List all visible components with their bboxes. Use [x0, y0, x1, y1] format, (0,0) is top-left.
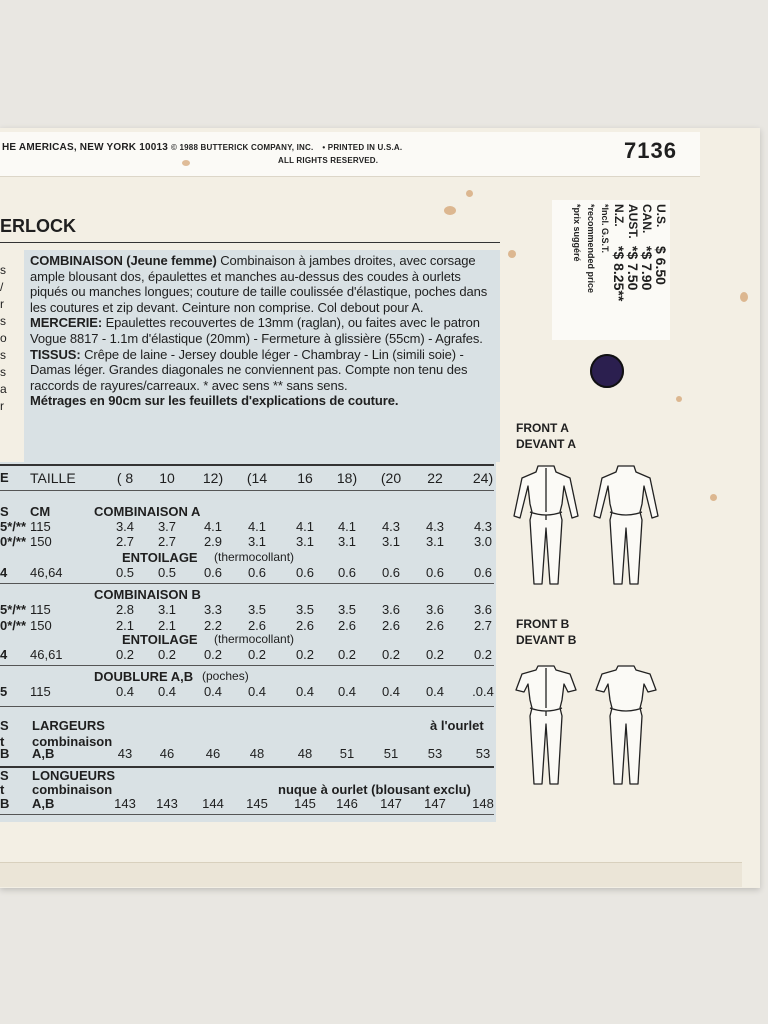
jumpsuit-b-back-icon: [588, 660, 664, 788]
size-header: 10: [159, 470, 175, 486]
table-cell: 3.6: [425, 602, 445, 617]
table-cell: 0.5: [115, 565, 135, 580]
table-cell: .0.4: [472, 684, 494, 699]
width-label: A,B: [32, 796, 55, 811]
size-header: (14: [246, 470, 268, 486]
table-cell: 2.7: [157, 534, 177, 549]
combinaison-b-label: COMBINAISON B: [94, 587, 201, 602]
size-header: 16: [297, 470, 313, 486]
stub: 5: [0, 684, 8, 699]
table-cell: 3.1: [157, 602, 177, 617]
table-cell: 53: [475, 746, 491, 761]
table-cell: 51: [383, 746, 399, 761]
table-cell: 0.5: [157, 565, 177, 580]
tissus-text: Crêpe de laine - Jersey double léger - Chambray - Lin (simili soie) - Damas léger. Grandes diagonales ne conviennent pas. Compte non tenu des raccords de rayures/carreaux. * avec sens ** sans sens.: [30, 346, 468, 393]
size-header: 18): [336, 470, 358, 486]
table-cell: 148: [472, 796, 494, 811]
price-labels-row: [654, 204, 668, 293]
table-cell: 3.0: [473, 534, 493, 549]
price-label-nz: N.Z.: [612, 204, 626, 227]
description-text: [30, 253, 498, 409]
table-cell: 2.7: [473, 618, 493, 633]
table-cell: 2.1: [115, 618, 135, 633]
width-label: 150: [30, 534, 52, 549]
table-cell: 3.5: [247, 602, 267, 617]
front-a-label: [516, 420, 576, 452]
table-cell: 147: [424, 796, 446, 811]
size-table: [0, 462, 496, 822]
price-label-us: U.S.: [654, 204, 668, 228]
table-cell: 43: [117, 746, 133, 761]
table-rule: [0, 464, 494, 466]
table-cell: 51: [339, 746, 355, 761]
stain: [740, 292, 748, 302]
table-cell: 4.3: [381, 519, 401, 534]
front-b-text: FRONT B: [516, 617, 570, 631]
price-value-aust: *$ 7.50: [625, 246, 641, 291]
table-cell: 146: [336, 796, 358, 811]
table-rule: [0, 583, 494, 584]
width-label: 115: [30, 684, 51, 699]
table-cell: 0.2: [115, 647, 135, 662]
jumpsuit-a-front-icon: [508, 460, 584, 588]
table-cell: 4.1: [247, 519, 267, 534]
table-cell: 3.5: [337, 602, 357, 617]
largeurs-note: à l'ourlet: [430, 718, 484, 733]
table-cell: 2.9: [203, 534, 223, 549]
table-cell: 2.8: [115, 602, 135, 617]
left-fragment: o: [0, 331, 7, 345]
table-cell: 3.1: [295, 534, 315, 549]
size-header: 22: [427, 470, 443, 486]
left-edge-fragments: [0, 262, 7, 415]
table-cell: 2.7: [115, 534, 135, 549]
stub: S: [0, 718, 9, 733]
stub: 4: [0, 647, 8, 662]
stain: [466, 190, 473, 197]
largeurs-sub1: combinaison: [32, 734, 113, 749]
table-cell: 3.3: [203, 602, 223, 617]
color-dot-sticker: [590, 354, 624, 388]
left-fragment: s: [0, 263, 6, 277]
table-cell: 0.2: [425, 647, 445, 662]
pattern-number: 7136: [624, 138, 677, 163]
table-cell: 0.4: [337, 684, 357, 699]
price-value-us: $ 6.50: [653, 246, 669, 285]
size-header: 12): [202, 470, 224, 486]
section-title: ERLOCK: [0, 216, 76, 236]
doublure-label: DOUBLURE A,B: [94, 669, 194, 684]
entoilage-a-label: ENTOILAGE: [122, 550, 198, 565]
table-cell: 145: [294, 796, 316, 811]
left-fragment: s: [0, 365, 6, 379]
table-cell: 0.2: [157, 647, 177, 662]
width-label: 115: [30, 519, 51, 534]
table-cell: 0.4: [381, 684, 401, 699]
table-rule: [0, 490, 494, 491]
table-cell: 0.4: [295, 684, 315, 699]
stub: 5*/**: [0, 519, 27, 534]
combinaison-a-label: COMBINAISON A: [94, 504, 201, 519]
description-title: COMBINAISON (Jeune femme): [30, 253, 217, 268]
stub: S: [0, 768, 9, 783]
table-cell: 0.2: [203, 647, 223, 662]
table-cell: 4.1: [295, 519, 315, 534]
table-cell: 143: [156, 796, 178, 811]
mercerie-text: Epaulettes recouvertes de 13mm (raglan), ou faites avec le patron Vogue 8817 - 1.1m d'élastique (20mm) - Fermeture à glissière (55cm) - Agrafes.: [30, 315, 483, 346]
table-cell: 3.1: [425, 534, 445, 549]
table-cell: 3.1: [337, 534, 357, 549]
table-cell: 3.6: [473, 602, 493, 617]
table-cell: 147: [380, 796, 402, 811]
width-label: 150: [30, 618, 52, 633]
table-cell: 3.6: [381, 602, 401, 617]
metrages-note: Métrages en 90cm sur les feuillets d'explications de couture.: [30, 393, 399, 409]
table-cell: 145: [246, 796, 268, 811]
table-rule: [0, 665, 494, 666]
table-cell: 0.2: [337, 647, 357, 662]
table-cell: 3.1: [381, 534, 401, 549]
longueurs-sub1: combinaison: [32, 782, 113, 797]
left-fragment: r: [0, 399, 4, 413]
title-rule: [0, 242, 500, 243]
stain: [710, 494, 717, 501]
stain: [508, 250, 516, 258]
left-fragment: a: [0, 382, 7, 396]
stain: [182, 160, 190, 166]
header-strip: [0, 132, 700, 177]
size-header: 24): [472, 470, 494, 486]
price-row-aust: [626, 204, 640, 293]
table-cell: 0.6: [381, 565, 401, 580]
table-rule: [0, 706, 494, 707]
table-rule: [0, 814, 494, 815]
price-label-can: CAN.: [640, 204, 654, 234]
jumpsuit-a-back-icon: [588, 460, 664, 588]
largeurs-label: LARGEURS: [32, 718, 105, 733]
table-cell: 46: [205, 746, 221, 761]
stub: 5*/**: [0, 602, 27, 617]
header-printed: • PRINTED IN U.S.A.: [322, 143, 403, 152]
width-label: 115: [30, 602, 51, 617]
table-cell: 143: [114, 796, 136, 811]
width-label: A,B: [32, 746, 55, 761]
mercerie-label: MERCERIE:: [30, 315, 103, 331]
description-body: Combinaison à jambes droites, avec corsage ample blousant dos, épaulettes et manches au-dessus des coudes à ourlets piqués ou manches longues; couture de taille coulissée d'élastique, poches dans les coutures et zip devant. Ceinture non comprise. Col debout pour A.: [30, 253, 488, 315]
stub: 0*/**: [0, 618, 27, 633]
price-value-nz: *$ 8.25**: [611, 246, 627, 302]
header-copyright: © 1988 BUTTERICK COMPANY, INC.: [170, 143, 314, 152]
width-label: 46,64: [30, 565, 63, 580]
table-cell: 4.1: [337, 519, 357, 534]
table-cell: 0.4: [247, 684, 267, 699]
table-cell: 144: [202, 796, 224, 811]
table-cell: 3.5: [295, 602, 315, 617]
entoilage-b-sub: (thermocollant): [214, 632, 295, 646]
width-label: 46,61: [30, 647, 63, 662]
table-cell: 2.6: [337, 618, 357, 633]
header-address: HE AMERICAS, NEW YORK 10013: [2, 142, 168, 153]
entoilage-b-label: ENTOILAGE: [122, 632, 198, 647]
entoilage-a-sub: (thermocollant): [214, 550, 295, 564]
price-row-nz: [611, 204, 627, 302]
table-cell: 2.2: [203, 618, 223, 633]
table-cell: 0.6: [337, 565, 357, 580]
table-cell: 0.2: [247, 647, 267, 662]
front-b-label: [516, 616, 576, 648]
longueurs-label: LONGUEURS: [32, 768, 116, 783]
devant-b-text: DEVANT B: [516, 633, 577, 647]
tissus-label: TISSUS:: [30, 346, 81, 362]
taille-label: TAILLE: [30, 470, 76, 486]
table-cell: 0.2: [295, 647, 315, 662]
table-cell: 0.4: [115, 684, 135, 699]
price-note-suggere: *prix suggéré: [572, 204, 582, 262]
table-cell: 2.6: [247, 618, 267, 633]
header-line1: [2, 142, 402, 153]
table-cell: 3.1: [247, 534, 267, 549]
table-cell: 2.6: [295, 618, 315, 633]
doublure-sub: (poches): [202, 669, 249, 683]
table-cell: 0.6: [425, 565, 445, 580]
stub: t: [0, 782, 5, 797]
price-note-recommended: *recommended price: [586, 204, 596, 294]
table-cell: 0.6: [203, 565, 223, 580]
stub: S: [0, 504, 9, 519]
table-cell: 4.3: [425, 519, 445, 534]
devant-a-text: DEVANT A: [516, 437, 576, 451]
table-cell: 0.4: [157, 684, 177, 699]
table-cell: 53: [427, 746, 443, 761]
price-label-aust: AUST.: [626, 204, 640, 239]
stub: E: [0, 470, 9, 485]
price-value-can: *$ 7.90: [639, 246, 655, 291]
price-row-can: [640, 204, 654, 293]
table-cell: 0.4: [425, 684, 445, 699]
table-cell: 48: [297, 746, 313, 761]
table-cell: 48: [249, 746, 265, 761]
price-sticker: [552, 200, 670, 340]
left-fragment: r: [0, 297, 4, 311]
price-text: [570, 204, 669, 302]
table-cell: 46: [159, 746, 175, 761]
table-cell: 0.2: [381, 647, 401, 662]
left-fragment: s: [0, 348, 6, 362]
left-fragment: s: [0, 314, 6, 328]
table-cell: 4.3: [473, 519, 493, 534]
header-rights: ALL RIGHTS RESERVED.: [278, 156, 379, 165]
front-a-text: FRONT A: [516, 421, 569, 435]
stain: [444, 206, 456, 215]
table-cell: 3.7: [157, 519, 177, 534]
stub: 0*/**: [0, 534, 27, 549]
jumpsuit-b-front-icon: [508, 660, 584, 788]
left-fragment: /: [0, 280, 4, 294]
table-cell: 3.4: [115, 519, 135, 534]
cm-label: CM: [30, 504, 51, 519]
envelope-bottom-edge: [0, 862, 742, 887]
table-cell: 4.1: [203, 519, 223, 534]
price-note-gst: *Incl. G.S.T.: [600, 204, 610, 254]
size-header: (20: [380, 470, 402, 486]
stub: 4: [0, 565, 8, 580]
table-cell: 2.1: [157, 618, 177, 633]
table-cell: 0.6: [295, 565, 315, 580]
stub: B: [0, 796, 10, 811]
stain: [676, 396, 682, 402]
table-cell: 0.2: [473, 647, 493, 662]
longueurs-note: nuque à ourlet (blousant exclu): [278, 782, 471, 797]
size-header: ( 8: [116, 470, 134, 486]
stub: t: [0, 734, 5, 749]
table-cell: 2.6: [381, 618, 401, 633]
table-cell: 2.6: [425, 618, 445, 633]
stub: B: [0, 746, 10, 761]
table-cell: 0.4: [203, 684, 223, 699]
table-cell: 0.6: [473, 565, 493, 580]
table-cell: 0.6: [247, 565, 267, 580]
